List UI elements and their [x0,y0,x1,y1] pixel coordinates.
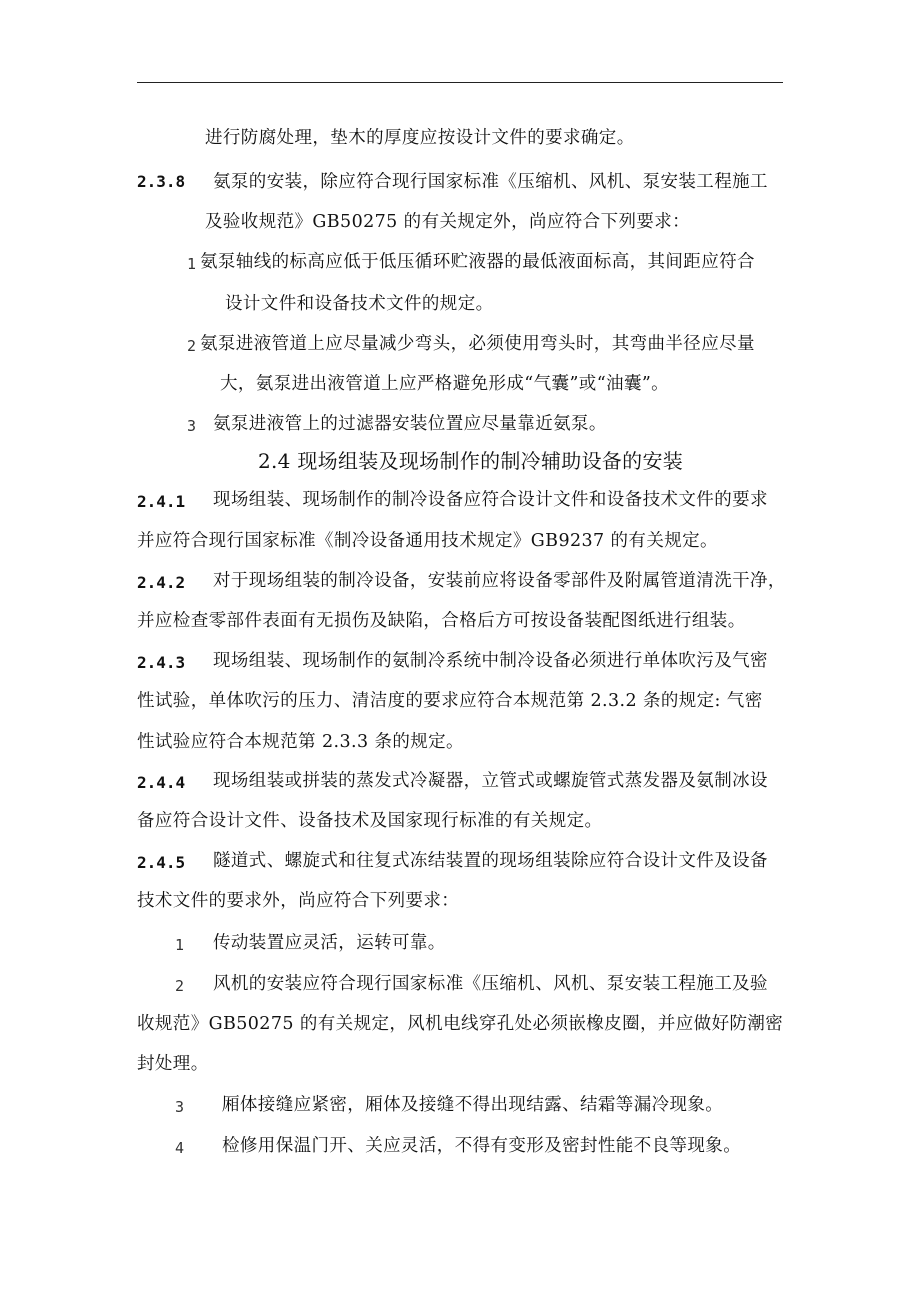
clause-number: 2.4.3 [137,653,186,672]
header-rule [137,82,783,83]
text-line: 性试验，单体吹污的压力、清洁度的要求应符合本规范第 2.3.2 条的规定: 气密 [137,691,763,711]
text-line: 对于现场组装的制冷设备，安装前应将设备零部件及附属管道清洗干净， [213,571,786,591]
text-line: 现场组装、现场制作的氨制冷系统中制冷设备必须进行单体吹污及气密 [213,651,768,671]
text-line: 并应符合现行国家标准《制冷设备通用技术规定》GB9237 的有关规定。 [137,531,718,551]
text-line: 氨泵进液管上的过滤器安装位置应尽量靠近氨泵。 [213,414,607,434]
item-number: 1 [175,936,185,954]
text-line: 检修用保温门开、关应灵活，不得有变形及密封性能不良等现象。 [222,1136,742,1156]
text-line: 大，氨泵进出液管道上应严格避免形成“气囊”或“油囊”。 [220,374,670,394]
text-line: 进行防腐处理，垫木的厚度应按设计文件的要求确定。 [205,128,635,148]
text-line: 厢体接缝应紧密，厢体及接缝不得出现结露、结霜等漏冷现象。 [222,1095,724,1115]
text-line: 并应检查零部件表面有无损伤及缺陷，合格后方可按设备装配图纸进行组装。 [137,611,746,631]
section-heading: 2.4 现场组装及现场制作的制冷辅助设备的安装 [258,449,684,473]
text-line: 氨泵的安装，除应符合现行国家标准《压缩机、风机、泵安装工程施工 [213,172,768,192]
text-line: 传动装置应灵活，运转可靠。 [213,933,446,953]
text-line: 现场组装、现场制作的制冷设备应符合设计文件和设备技术文件的要求 [213,490,768,510]
item-number: 4 [175,1139,185,1157]
text-line: 技术文件的要求外，尚应符合下列要求： [137,891,460,911]
item-number: 2 [175,977,185,995]
clause-number: 2.4.2 [137,573,186,592]
text-line: 隧道式、螺旋式和往复式冻结装置的现场组装除应符合设计文件及设备 [213,851,768,871]
text-line: 备应符合设计文件、设备技术及国家现行标准的有关规定。 [137,811,603,831]
text-line: 氨泵轴线的标高应低于低压循环贮液器的最低液面标高，其间距应符合 [200,252,755,272]
clause-number: 2.4.4 [137,773,186,792]
item-number: 2 [187,337,197,355]
text-line: 氨泵进液管道上应尽量减少弯头，必须使用弯头时，其弯曲半径应尽量 [200,334,755,354]
item-number: 1 [187,255,197,273]
text-line: 设计文件和设备技术文件的规定。 [225,294,494,314]
item-number: 3 [187,417,197,435]
text-line: 收规范》GB50275 的有关规定，风机电线穿孔处必须嵌橡皮圈，并应做好防潮密 [137,1014,784,1034]
text-line: 现场组装或拼装的蒸发式冷凝器，立管式或螺旋管式蒸发器及氨制冰设 [213,771,768,791]
text-line: 及验收规范》GB50275 的有关规定外，尚应符合下列要求： [205,212,691,232]
text-line: 封处理。 [137,1054,209,1074]
text-line: 风机的安装应符合现行国家标准《压缩机、风机、泵安装工程施工及验 [213,974,768,994]
item-number: 3 [175,1098,185,1116]
clause-number: 2.4.5 [137,853,186,872]
clause-number: 2.3.8 [137,172,186,191]
clause-number: 2.4.1 [137,492,186,511]
text-line: 性试验应符合本规范第 2.3.3 条的规定。 [137,732,464,752]
